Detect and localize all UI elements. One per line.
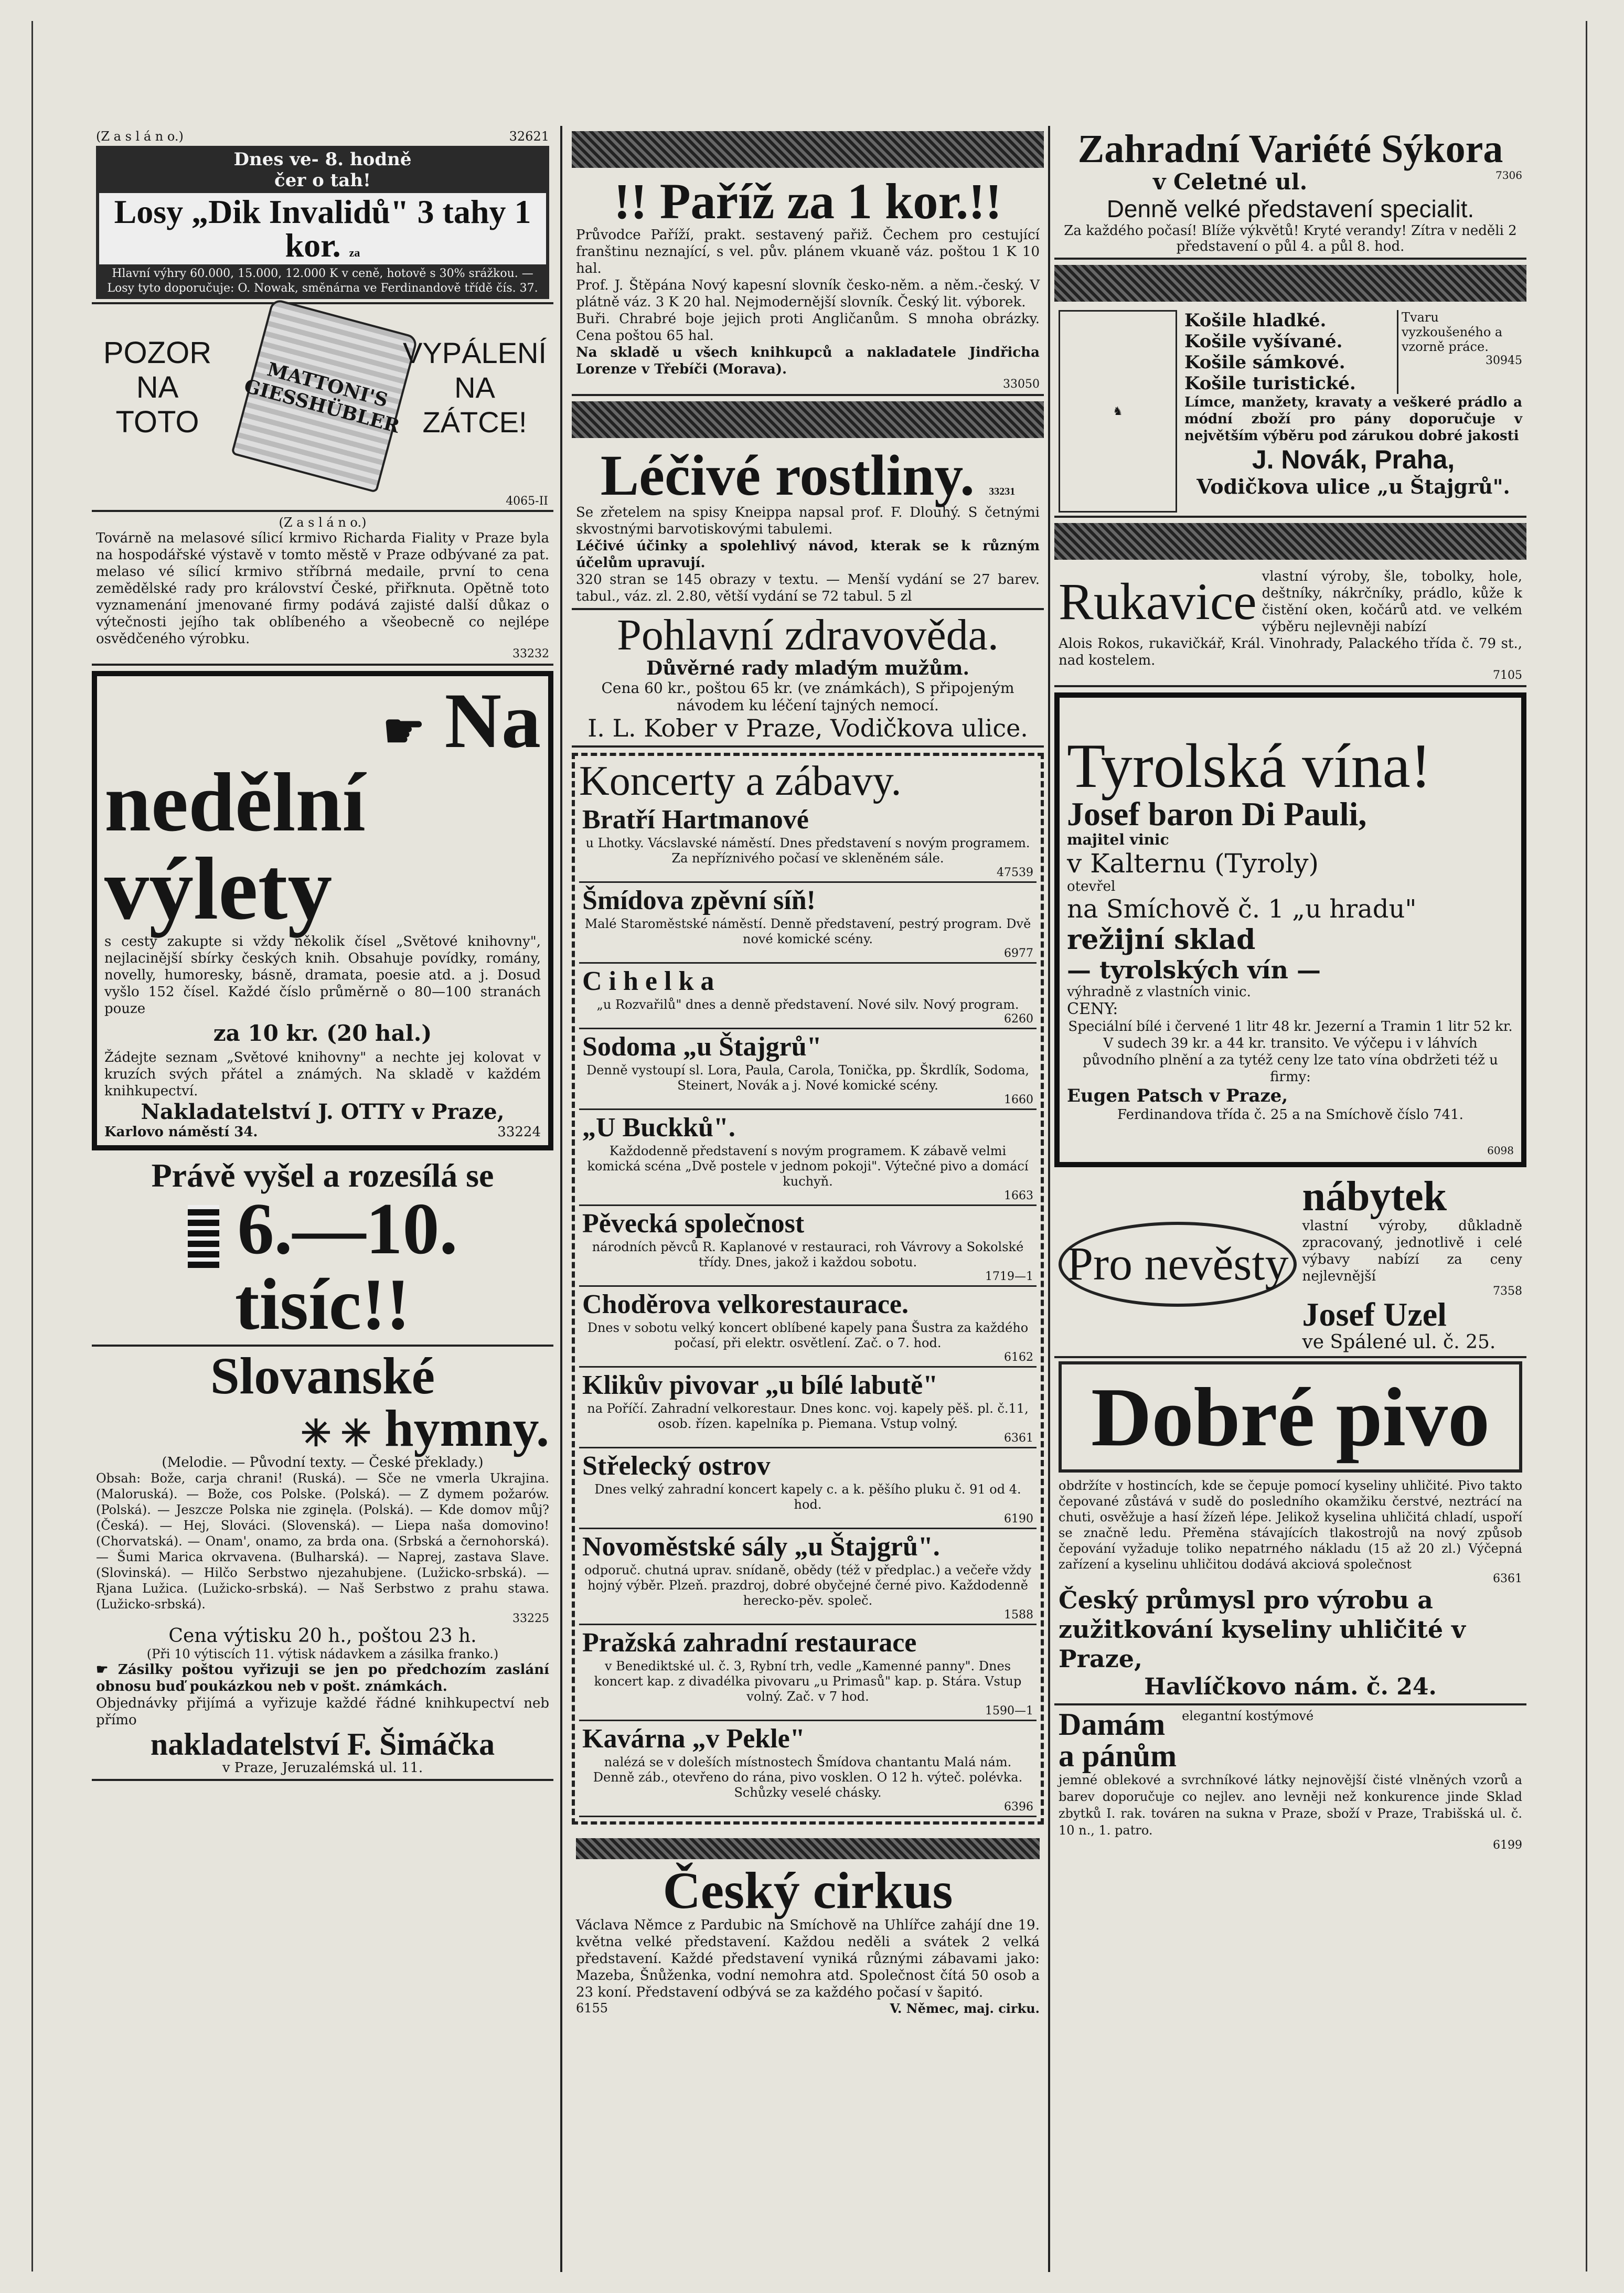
- shirt-item: Košile turistické.: [1184, 373, 1356, 394]
- column-2: [572, 126, 1044, 2272]
- concert-item: [579, 1448, 1037, 1529]
- hymns-address: v Praze, Jeruzalémská ul. 11.: [222, 1759, 423, 1776]
- concert-item-text: „u Rozvařilů" dnes a denně představení. Nové silv. Nový program.: [596, 997, 1019, 1012]
- concert-item-title: Pěvecká společnost: [582, 1209, 805, 1239]
- concert-item-num: 47539: [997, 866, 1033, 879]
- concert-item-text: na Poříčí. Zahradní velkorestaur. Dnes konc. voj. kapely pěš. pl. č.11, osob. řízen. kapelníka p. Piemana. Vstup volný.: [587, 1401, 1029, 1431]
- concert-item-num: 6361: [1004, 1432, 1033, 1445]
- circus-ad: [572, 1830, 1044, 2019]
- trips-num: 33224: [497, 1124, 541, 1140]
- trips-text1: s cesty zakupte si vždy několik čísel „Světové knihovny", nejlacinější sbírky českých knih. Obsahuje povídky, romány, novelly, humoresky, básně, dramata, poesie atd. a j. Dosud vyšlo 152 čísel. Každé číslo průměrně o 80—100 stranách pouze: [104, 934, 541, 1017]
- shirt-item: Košile vyšívané.: [1184, 331, 1343, 352]
- circus-num: 6155: [576, 2001, 608, 2015]
- concert-item-title: Kavárna „v Pekle": [582, 1724, 805, 1754]
- brides-top: nábytek: [1302, 1174, 1447, 1220]
- health-title: Pohlavní zdravověda.: [617, 611, 999, 659]
- concert-item-text: v Benediktské ul. č. 3, Rybní trh, vedle „Kamenné panny". Dnes koncert kap. z divadélka pivovaru „u Primasů" kap. p. Stára. Vstup volný. Zač. v 7 hod.: [594, 1659, 1022, 1704]
- factory-ad: [92, 512, 553, 666]
- wine-owner: majitel vinic: [1067, 831, 1169, 848]
- ornament-banner: [576, 1838, 1040, 1859]
- trips-ad: [92, 671, 553, 1150]
- herbs-title-text: Léčivé rostliny.: [600, 443, 975, 507]
- trips-title-line1: [104, 677, 541, 764]
- circus-text: Václava Němce z Pardubic na Smíchově na Uhlířce zahájí dne 19. května velké představení. Každou neděli a svátek 2 velká představení. Každé představení vyniká různými zábavami jako: Mazeba, Šnůženka, vodní nemohra atd. Společnost čítá 50 osob a 23 koní. Představení odbývá se za každého počasí v šapitó.: [576, 1917, 1040, 2000]
- concert-item: [579, 1029, 1037, 1110]
- ladies-ad: [1054, 1705, 1526, 1855]
- factory-num: 33232: [512, 647, 549, 660]
- concert-item-title: Novoměstské sály „u Štajgrů".: [582, 1532, 940, 1562]
- concerts-title: Koncerty a zábavy.: [579, 758, 902, 804]
- factory-text: Továrně na melasové sílicí krmivo Richarda Fiality v Praze byla na hospodářské výstavě v tomto městě v Praze odbývané za pat. melaso vé sílicí krmivo stříbrná medaile, první to cena zemědělské rady pro království České, přiřknuta. Opětně toto vyznamenání jmenované firmy podává zajisté další důkaz o výtečnosti jejího tak oblíbeného a všeobecně co nejlépe osvědčeného výrobku.: [96, 530, 549, 647]
- trips-publisher: Nakladatelství J. OTTY v Praze,: [141, 1100, 505, 1124]
- lottery-line1: Dnes ve- 8. hodně: [233, 149, 412, 170]
- column-rule: [560, 126, 562, 2272]
- ladies-title2: a pánům: [1059, 1739, 1177, 1773]
- concert-item-text: odporuč. chutná uprav. snídaně, obědy (též v předplac.) a večeře vždy hojný výběr. Plzeň. prazdroj, dobré obyčejné černé pivo. Každodenně herecko-pěv. společ.: [584, 1563, 1032, 1608]
- hymns-subtitle: (Melodie. — Původní texty. — České překlady.): [162, 1454, 484, 1470]
- concert-item-num: 6260: [1004, 1012, 1033, 1026]
- concert-item-text: Denně vystoupí sl. Lora, Paula, Carola, Tonička, pp. Škrdlík, Sodoma, Steinert, Novák a j. Nové komické scény.: [586, 1063, 1030, 1093]
- beer-address: Havlíčkovo nám. č. 24.: [1144, 1673, 1437, 1700]
- hymns-ship: [96, 1661, 549, 1695]
- concert-item: [579, 883, 1037, 964]
- hymns-title2-text: hymny.: [384, 1399, 549, 1457]
- herbs-side-num: 33231: [989, 486, 1016, 497]
- pointing-hand-icon: ☛: [96, 1661, 109, 1678]
- lottery-title-sub: za: [349, 246, 360, 259]
- ladies-text: jemné oblekové a svrchníkové látky nejnovější čisté vlněných vzorů a barev doporučuje co nejlev. ano levněji než konkurence jinde Sklad zbytků I. rak. továren na sukna v Praze, sboží v Praze, Trabišská ul. č. 10 n., 1. patro.: [1059, 1773, 1522, 1838]
- gloves-text: vlastní výroby, šle, tobolky, hole, deštníky, nákrčníky, prádlo, kůže k čistění oken, kočárů atd. ve velkém výběru nejlevněji nabízí: [1262, 569, 1522, 635]
- concert-item: [579, 1110, 1037, 1206]
- concert-item-num: 1660: [1004, 1093, 1033, 1106]
- ornament-banner: [572, 131, 1044, 168]
- concert-item-title: Pražská zahradní restaurace: [582, 1628, 917, 1658]
- lottery-header: (Z a s l á n o.): [96, 129, 184, 144]
- gloves-num: 7105: [1493, 669, 1522, 682]
- wine-place: v Kalternu (Tyroly): [1067, 848, 1319, 879]
- paris-title: !! Paříž za 1 kor.!!: [613, 173, 1002, 229]
- star-icon: ✳ ✳: [301, 1413, 371, 1454]
- edition-big: [96, 1188, 549, 1345]
- ornament-banner: [1054, 265, 1526, 302]
- trips-price: za 10 kr. (20 hal.): [213, 1020, 432, 1046]
- hymns-text: Obsah: Bože, carja chrani! (Ruská). — Sče ne vmerla Ukrajina. (Maloruská). — Bože, cos Polske. (Polská). — Z dymem požarów. (Polská). — Jeszcze Polska nie zginęla. (Polská). — Kde domov můj? (Česká). — Hej, Slováci. (Slovenská). — Liepa naša domovino! (Chorvatská). — Onam', onamo, za brda ona. (Srbská a černohorská). — Šumi Marica okrvavena. (Bulharská). — Naprej, zastava Slave. (Slovinská). — Hilčo Serbstwo njezahubjene. (Lužicko-srbská). — Rjana Lužica. (Lužicko-srbská). — Naš Serbstwo z prahu stawa. (Lužicko-srbská).: [96, 1470, 549, 1612]
- ladies-title1: Damám: [1059, 1707, 1166, 1742]
- beer-title: Dobré pivo: [1059, 1361, 1522, 1473]
- lottery-line2: čer o tah!: [274, 170, 371, 191]
- brides-address: ve Spálené ul. č. 25.: [1302, 1331, 1496, 1353]
- pointing-hand-icon: ☛: [382, 706, 425, 758]
- trips-title3: výlety: [104, 839, 333, 938]
- concert-item-num: 1663: [1004, 1189, 1033, 1202]
- wine-store1: režijní sklad: [1067, 924, 1256, 956]
- concert-item-title: „U Buckků".: [582, 1113, 735, 1143]
- ornament-banner: [572, 401, 1044, 438]
- ladies-num: 6199: [1493, 1839, 1522, 1852]
- herbs-title: [576, 443, 1040, 507]
- concert-item-num: 6162: [1004, 1351, 1033, 1364]
- concert-item-num: 1588: [1004, 1608, 1033, 1622]
- variete-title: Zahradní Variété Sýkora: [1077, 127, 1503, 171]
- column-rule: [1048, 126, 1050, 2272]
- concert-item: [579, 1529, 1037, 1625]
- concert-item-text: Každodenně představení s novým programem. K zábavě velmi komická scéna „Dvě postele v jednom pokoji". Výtečné pivo a domácí kuchyň.: [587, 1144, 1029, 1189]
- mattoni-right-text: VYPÁLENÍ NA ZÁTCE!: [403, 336, 547, 439]
- beer-company: Český průmysl pro výrobu a zužitkování kyseliny uhličité v Praze,: [1059, 1586, 1466, 1673]
- concert-item-title: Bratří Hartmanové: [582, 805, 809, 835]
- wine-title: Tyrolská vína!: [1067, 731, 1431, 801]
- concert-item-text: nalézá se v doleších místnostech Šmídova chantantu Malá nám. Denně záb., otevřeno do rána, pivo vosklen. O 12 h. výteč. polévka. Schůzky veselé chásky.: [593, 1755, 1023, 1800]
- trips-title2: nedělní: [104, 755, 366, 849]
- health-text: Cena 60 kr., poštou 65 kr. (ve známkách), S připojeným návodem ku léčení tajných nemocí.: [601, 679, 1014, 714]
- beer-ad: [1054, 1358, 1526, 1705]
- shirts-list: [1184, 310, 1397, 394]
- factory-header: (Z a s l á n o.): [279, 515, 367, 530]
- health-sub: Důvěrné rady mladým mužům.: [646, 657, 970, 679]
- brides-name: Josef Uzel: [1302, 1296, 1447, 1333]
- paris-ad: [572, 173, 1044, 396]
- hymns-ad: [92, 1347, 553, 1781]
- health-ad: [572, 610, 1044, 748]
- variete-num: 7306: [1495, 169, 1522, 182]
- gloves-ad: [1054, 565, 1526, 687]
- lottery-title: [99, 193, 546, 264]
- ornament-banner: [1054, 523, 1526, 560]
- lottery-ad: [92, 126, 553, 304]
- concert-item-text: Malé Staroměstské náměstí. Denně představení, pestrý program. Dvě nové komické scény.: [584, 916, 1031, 946]
- herbs-text2: Léčivé účinky a spolehlivý návod, kterak se k různým účelům upravují.: [576, 538, 1040, 571]
- concert-item-title: C i h e l k a: [582, 966, 714, 996]
- wine-store2: — tyrolských vín —: [1067, 956, 1321, 984]
- wine-address: na Smíchově č. 1 „u hradu": [1067, 894, 1417, 924]
- variete-sub: v Celetné ul.: [1153, 169, 1308, 195]
- variete-ad: [1054, 126, 1526, 260]
- concert-item: [579, 802, 1037, 883]
- shirts-text: Límce, manžety, kravaty a veškeré prádlo a módní zboží pro pány doporučuje v největším výběru pod zárukou dobré jakosti: [1184, 394, 1522, 444]
- brides-text: vlastní výroby, důkladně zpracovaný, jednotlivě i celé výbavy nabízí za ceny nejlevnější: [1302, 1218, 1522, 1284]
- paris-num: 33050: [1003, 378, 1040, 391]
- column-1: [92, 126, 553, 2272]
- mattoni-num: 4065-II: [506, 495, 548, 508]
- brides-ad: [1054, 1172, 1526, 1358]
- mattoni-left-text: POZOR NA TOTO: [103, 336, 212, 439]
- hymns-order: Objednávky přijímá a vyřizuje každé řádné knihkupectví neb přímo: [96, 1695, 549, 1728]
- concert-item-text: Dnes velký zahradní koncert kapely c. a k. pěšího pluku č. 91 od 4. hod.: [594, 1482, 1021, 1512]
- variete-text: Za každého počasí! Blíže výkvětů! Kryté verandy! Zítra v neděli 2 představení o půl 4. a půl 8. hod.: [1064, 223, 1517, 254]
- edition-big-text: 6.—10. tisíc!!: [234, 1188, 458, 1345]
- hymns-publisher: nakladatelství F. Šimáčka: [150, 1726, 495, 1762]
- paris-text2: Prof. J. Štěpána Nový kapesní slovník česko-něm. a něm.-český. V plátně váz. 3 K 20 hal. Nejmodernější slovník. Český lit. výborek.: [576, 278, 1040, 310]
- lottery-header-num: 32621: [509, 129, 549, 144]
- shirts-side-num: 30945: [1486, 354, 1522, 367]
- hymns-title2: [96, 1399, 549, 1457]
- wine-name: Josef baron Di Pauli,: [1067, 795, 1367, 833]
- ladies-right1: elegantní kostýmové: [1182, 1709, 1314, 1723]
- concerts-box: [572, 753, 1044, 1825]
- health-publisher: I. L. Kober v Praze, Vodičkova ulice.: [587, 714, 1028, 742]
- concert-item-num: 1719—1: [985, 1270, 1033, 1283]
- concert-item-num: 6977: [1004, 947, 1033, 960]
- beer-text: obdržíte v hostincích, kde se čepuje pomocí kyseliny uhličité. Pivo takto čepované zůstává v sudě do posledního okamžiku čerstvé, neztrácí na chuti, osvěžuje a hasí žízeň lépe. Jelikož kyselina uhličitá chladí, uspoří se značně ledu. Přeměna stávajících tlakostrojů na nový způsob čepování vyžaduje toliko nepatrného nákladu (15 až 20 zl.) Výčepná zařízení a kyselinu uhličitou dodává akciová společnost: [1059, 1478, 1522, 1572]
- lottery-title-text: Losy „Dik Invalidů" 3 tahy 1 kor.: [114, 193, 531, 264]
- gloves-footer: Alois Rokos, rukavičkář, Král. Vinohrady, Palackého třída č. 79 st., nad kostelem.: [1059, 636, 1522, 668]
- tennis-player-icon: ♞: [1059, 310, 1177, 513]
- wine-opened: otevřel: [1067, 879, 1116, 894]
- concert-item-title: Klikův pivovar „u bílé labutě": [582, 1370, 938, 1400]
- concert-item: [579, 1206, 1037, 1287]
- wine-dealer-address: Ferdinandova třída č. 25 a na Smíchově číslo 741.: [1117, 1107, 1463, 1123]
- brides-num: 7358: [1493, 1285, 1522, 1298]
- wine-ad: [1054, 692, 1526, 1167]
- wine-prices: Speciální bílé i červené 1 litr 48 kr. Jezerní a Tramin 1 litr 52 kr. V sudech 39 kr. a 44 kr. transito. Ve výčepu i v láhvích původního plnění a za tytéž ceny lze tato vína obdržeti též u firmy:: [1068, 1019, 1513, 1085]
- shirt-item: Košile sámkové.: [1184, 352, 1345, 373]
- concert-item-num: 6190: [1004, 1512, 1033, 1526]
- concert-item-text: u Lhotky. Vácslavské náměstí. Dnes představení s novým programem. Za nepříznivého počasí ve skleněném sále.: [585, 836, 1030, 866]
- hymns-num: 33225: [512, 1612, 549, 1625]
- concert-item: [579, 1625, 1037, 1721]
- concert-item: [579, 964, 1037, 1029]
- shirts-street: Vodičkova ulice „u Štajgrů".: [1196, 475, 1510, 498]
- wine-store3: výhradně z vlastních vinic.: [1067, 984, 1251, 1000]
- hymns-note: (Při 10 výtiscích 11. výtisk nádavkem a zásilka franko.): [146, 1646, 499, 1661]
- concerts-list: [579, 802, 1037, 1817]
- hymns-ship-text: Zásilky poštou vyřizuji se jen po předchozím zaslání obnosu buď poukázkou neb v pošt. známkách.: [96, 1661, 549, 1694]
- lottery-text: Hlavní výhry 60.000, 15.000, 12.000 K v ceně, hotově s 30% srážkou. — Losy tyto doporučuje: O. Nowak, směnárna ve Ferdinandově třídě čís. 37.: [107, 267, 538, 295]
- edition-line: Právě vyšel a rozesílá se: [151, 1157, 494, 1194]
- concert-item-title: Střelecký ostrov: [582, 1451, 771, 1481]
- shirts-name: J. Novák, Praha,: [1252, 445, 1455, 474]
- beer-num: 6361: [1493, 1572, 1522, 1585]
- concert-item-text: Dnes v sobotu velký koncert oblíbené kapely pana Šustra za každého počasí, při elektr. osvětlení. Zač. o 7. hod.: [587, 1320, 1029, 1350]
- hymns-price: Cena výtisku 20 h., poštou 23 h.: [168, 1625, 477, 1647]
- shirts-side: Tvaru vyzkoušeného a vzorně práce.: [1402, 310, 1503, 354]
- edition-ad: [92, 1156, 553, 1347]
- mattoni-bottle-icon: MATTONI'S GIESSHÜBLER: [231, 298, 419, 493]
- stripes-decoration: [188, 1205, 219, 1268]
- mattoni-ad: [92, 304, 553, 512]
- paris-text4: Na skladě u všech knihkupců a nakladatele Jindřicha Lorenze v Třebíči (Morava).: [576, 345, 1040, 377]
- concert-item: [579, 1368, 1037, 1448]
- concert-item-text: národních pěvců R. Kaplanové v restauraci, roh Vávrovy a Sokolské třídy. Dnes, jakož i každou sobotu.: [592, 1240, 1024, 1270]
- trips-address: Karlovo náměstí 34.: [104, 1124, 258, 1140]
- paris-text3: Buři. Chrabré boje jejich proti Angličanům. S mnoha obrázky. Cena poštou 65 hal.: [576, 311, 1040, 344]
- trips-title1: Na: [444, 677, 541, 764]
- brides-left: Pro nevěsty: [1059, 1222, 1297, 1307]
- concert-item-num: 1590—1: [985, 1704, 1033, 1718]
- concert-item-num: 6396: [1004, 1800, 1033, 1814]
- concert-item-title: Choděrova velkorestaurace.: [582, 1289, 909, 1319]
- wine-num: 6098: [1487, 1144, 1514, 1157]
- shirts-ad: [1054, 307, 1526, 518]
- circus-title: Český cirkus: [663, 1861, 953, 1919]
- herbs-text3: 320 stran se 145 obrazy v textu. — Menší vydání se 27 barev. tabul., váz. zl. 2.80, větší vydání se 72 tabul. 5 zl: [576, 572, 1040, 604]
- circus-sign: V. Němec, maj. cirku.: [890, 2001, 1040, 2016]
- hymns-title1: Slovanské: [210, 1346, 435, 1405]
- wine-prices-label: CENY:: [1067, 1000, 1118, 1018]
- trips-text2: Žádejte seznam „Světové knihovny" a nechte jej kolovat v kruzích svých přátel a známých. Na skladě v každém knihkupectví.: [104, 1050, 541, 1099]
- concert-item: [579, 1287, 1037, 1368]
- paris-text1: Průvodce Paříží, prakt. sestavený pařiž. Čechem pro cestující franštinu neznající, s vel. pův. plánem vkuaně váz. poštou 1 K 10 hal.: [576, 227, 1040, 276]
- variete-line: Denně velké představení specialit.: [1106, 195, 1475, 222]
- concert-item-title: Sodoma „u Štajgrů": [582, 1032, 822, 1062]
- herbs-ad: [572, 443, 1044, 610]
- herbs-text1: Se zřetelem na spisy Kneippa napsal prof. F. Dlouhý. S četnými skvostnými barvotiskovými tabulemi.: [576, 505, 1040, 537]
- concert-item: [579, 1721, 1037, 1817]
- shirt-item: Košile hladké.: [1184, 310, 1327, 331]
- concert-item-title: Šmídova zpěvní síň!: [582, 886, 816, 915]
- column-3: [1054, 126, 1526, 2272]
- wine-dealer: Eugen Patsch v Praze,: [1067, 1085, 1288, 1106]
- gloves-title: Rukavice: [1059, 572, 1257, 631]
